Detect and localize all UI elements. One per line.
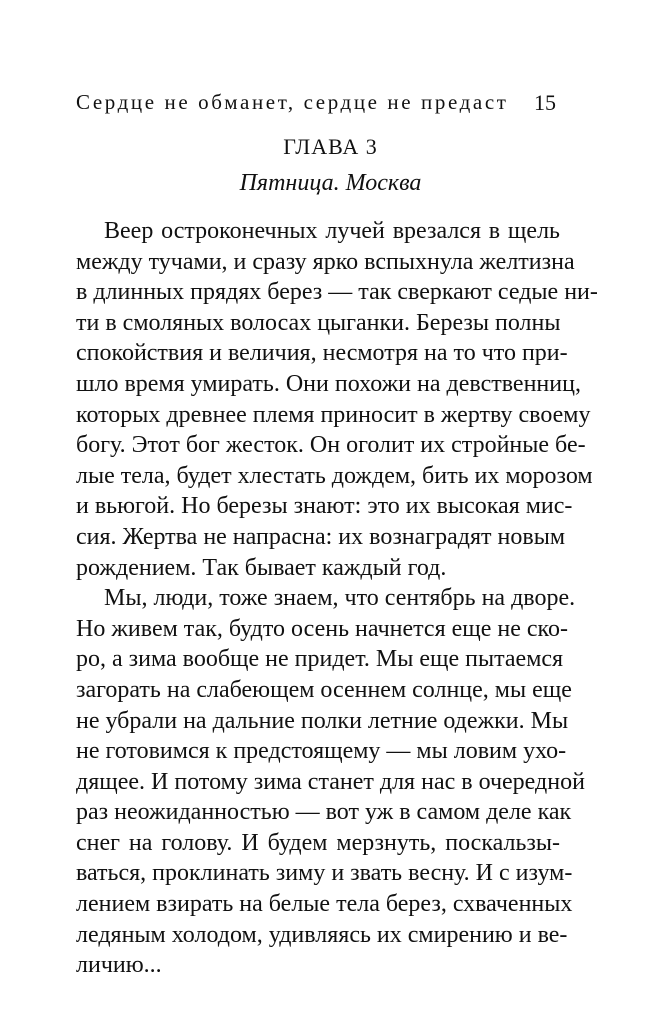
text-line: которых древнее племя приносит в жертву своему <box>76 401 591 428</box>
text-line: личию... <box>76 952 162 979</box>
text-line: снег на голову. И будем мерзнуть, поскальзы- <box>76 829 560 856</box>
body-text <box>76 216 598 981</box>
text-line: рождением. Так бывает каждый год. <box>76 554 447 581</box>
paragraph-2 <box>76 583 585 981</box>
text-line: ледяным холодом, удивляясь их смирению и ве- <box>76 921 568 948</box>
paragraph-1 <box>76 216 598 583</box>
text-line: дящее. И потому зима станет для нас в очередной <box>76 768 585 795</box>
text-line: сия. Жертва не напрасна: их вознаградят новым <box>76 523 566 550</box>
text-line: богу. Этот бог жесток. Он оголит их стройные бе- <box>76 432 586 459</box>
text-line: и вьюгой. Но березы знают: это их высокая мис- <box>76 493 573 520</box>
text-line: в длинных прядях берез — так сверкают седые ни- <box>76 279 598 306</box>
text-line: Мы, люди, тоже знаем, что сентябрь на дворе. <box>104 585 576 612</box>
chapter-subtitle: Пятница. Москва <box>239 170 422 196</box>
chapter-title: ГЛАВА 3 <box>283 134 378 159</box>
text-line: спокойствия и величия, несмотря на то что при- <box>76 340 568 367</box>
text-line: лением взирать на белые тела берез, схваченных <box>76 891 573 918</box>
text-line: ти в смоляных волосах цыганки. Березы полны <box>76 309 561 336</box>
text-line: между тучами, и сразу ярко вспыхнула желтизна <box>76 248 575 275</box>
text-line: Но живем так, будто осень начнется еще не ско- <box>76 615 568 642</box>
text-line: не готовимся к предстоящему — мы ловим ухо- <box>76 738 567 765</box>
text-line: ваться, проклинать зиму и звать весну. И с изум- <box>76 860 573 887</box>
text-line: шло время умирать. Они похожи на девственниц, <box>76 370 581 397</box>
text-line: раз неожиданностью — вот уж в самом деле как <box>76 799 572 826</box>
text-line: лые тела, будет хлестать дождем, бить их морозом <box>76 462 593 489</box>
text-line: загорать на слабеющем осеннем солнце, мы еще <box>76 676 572 703</box>
page-number: 15 <box>534 90 556 115</box>
text-line: ро, а зима вообще не придет. Мы еще пытаемся <box>76 646 564 673</box>
running-title: Сердце не обманет, сердце не предаст <box>76 90 509 114</box>
text-line: Веер остроконечных лучей врезался в щель <box>104 218 560 244</box>
text-line: не убрали на дальние полки летние одежки. Мы <box>76 707 569 734</box>
